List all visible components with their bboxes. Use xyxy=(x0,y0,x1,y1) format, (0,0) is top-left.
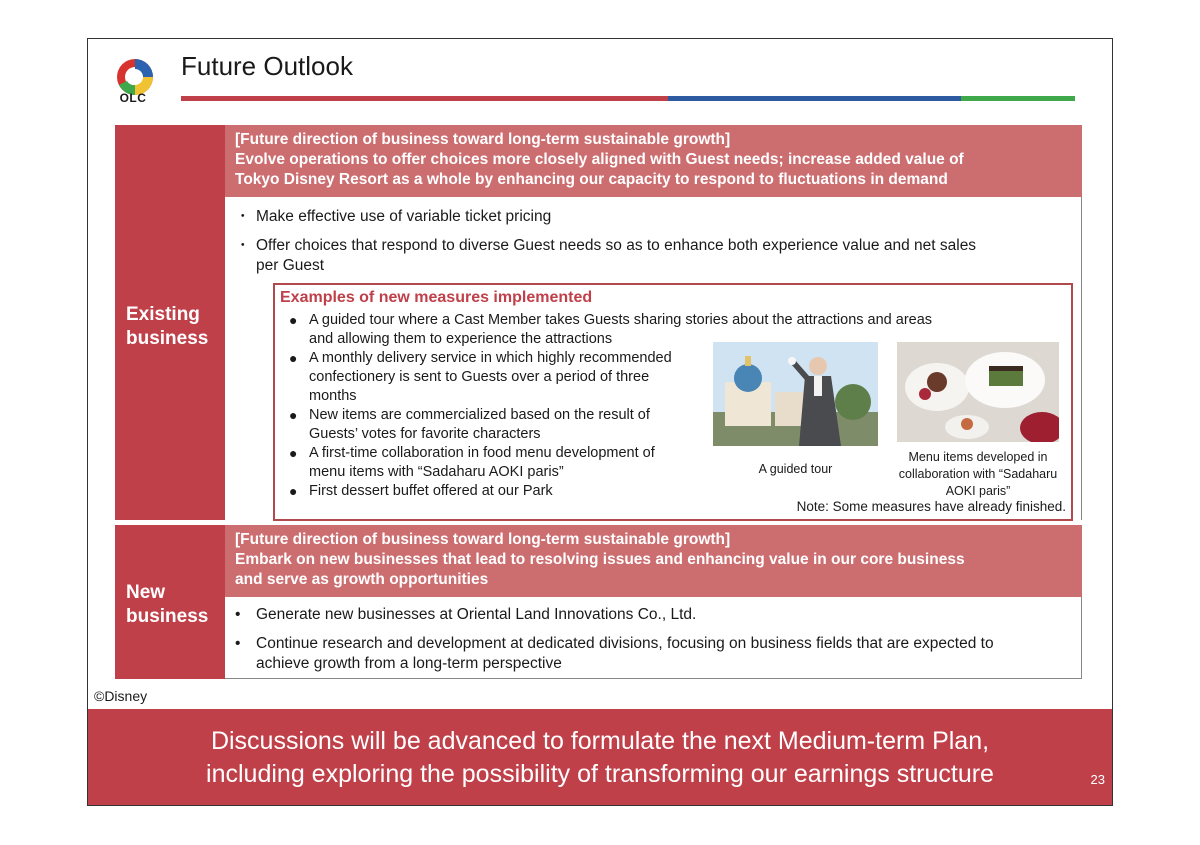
example-item-5: ● First dessert buffet offered at our Park xyxy=(289,483,553,499)
existing-business-label: Existing business xyxy=(115,125,225,520)
footer-banner xyxy=(88,709,1112,806)
copyright-text: ©Disney xyxy=(94,688,148,704)
new-business-label: New business xyxy=(115,525,225,679)
examples-title: Examples of new measures implemented xyxy=(280,289,593,306)
slide xyxy=(87,38,1113,806)
measures-note: Note: Some measures have already finished. xyxy=(796,499,1066,514)
page-number: 23 xyxy=(1090,772,1105,787)
new-direction-line2: Embark on new businesses that lead to resolving issues and enhancing value in our core business xyxy=(235,551,965,568)
existing-bullet-1: ・ Make effective use of variable ticket pricing xyxy=(235,208,552,225)
example-item-4: ● A first-time collaboration in food menu development of menu items with “Sadaharu AOKI paris” xyxy=(289,445,655,480)
title-rule-blue xyxy=(668,96,961,101)
existing-direction-line3: Tokyo Disney Resort as a whole by enhancing our capacity to respond to fluctuations in demand xyxy=(235,171,948,188)
title-rule-red xyxy=(181,96,668,101)
existing-direction-line1: [Future direction of business toward long-term sustainable growth] xyxy=(235,131,731,148)
example-item-3: ● New items are commercialized based on the result of Guests’ votes for favorite characters xyxy=(289,407,650,442)
guided-tour-caption: A guided tour xyxy=(758,462,833,476)
new-bullet-2: • Continue research and development at dedicated divisions, focusing on business fields that are expected to achieve growth from a long-term perspective xyxy=(235,635,994,672)
existing-direction-line2: Evolve operations to offer choices more closely aligned with Guest needs; increase added value of xyxy=(235,151,964,168)
new-direction-line1: [Future direction of business toward long-term sustainable growth] xyxy=(235,531,731,548)
new-direction-line3: and serve as growth opportunities xyxy=(235,571,489,588)
footer-line2: including exploring the possibility of transforming our earnings structure xyxy=(206,760,994,788)
new-business-content xyxy=(225,597,1082,679)
example-item-1: ● A guided tour where a Cast Member takes Guests sharing stories about the attractions and areas and allowing them to experience the attractions xyxy=(289,312,933,347)
guided-tour-photo xyxy=(713,342,878,446)
examples-box xyxy=(273,283,1073,521)
example-item-2: ● A monthly delivery service in which highly recommended confectionery is sent to Guests over a period of three months xyxy=(289,350,672,404)
new-bullet-1: • Generate new businesses at Oriental Land Innovations Co., Ltd. xyxy=(235,606,697,623)
existing-bullet-2: ・ Offer choices that respond to diverse Guest needs so as to enhance both experience value and net sales per Guest xyxy=(235,237,977,274)
new-direction-band xyxy=(225,525,1082,597)
title-rule-green xyxy=(961,96,1075,101)
existing-content xyxy=(225,197,1082,520)
menu-items-photo xyxy=(897,342,1059,442)
logo-text: OLC xyxy=(119,91,147,105)
menu-items-caption: Menu items developed in collaboration with “Sadaharu AOKI paris” xyxy=(898,450,1058,498)
existing-direction-band xyxy=(225,125,1082,197)
page-title: Future Outlook xyxy=(181,51,353,81)
footer-line1: Discussions will be advanced to formulate the next Medium-term Plan, xyxy=(210,727,990,755)
